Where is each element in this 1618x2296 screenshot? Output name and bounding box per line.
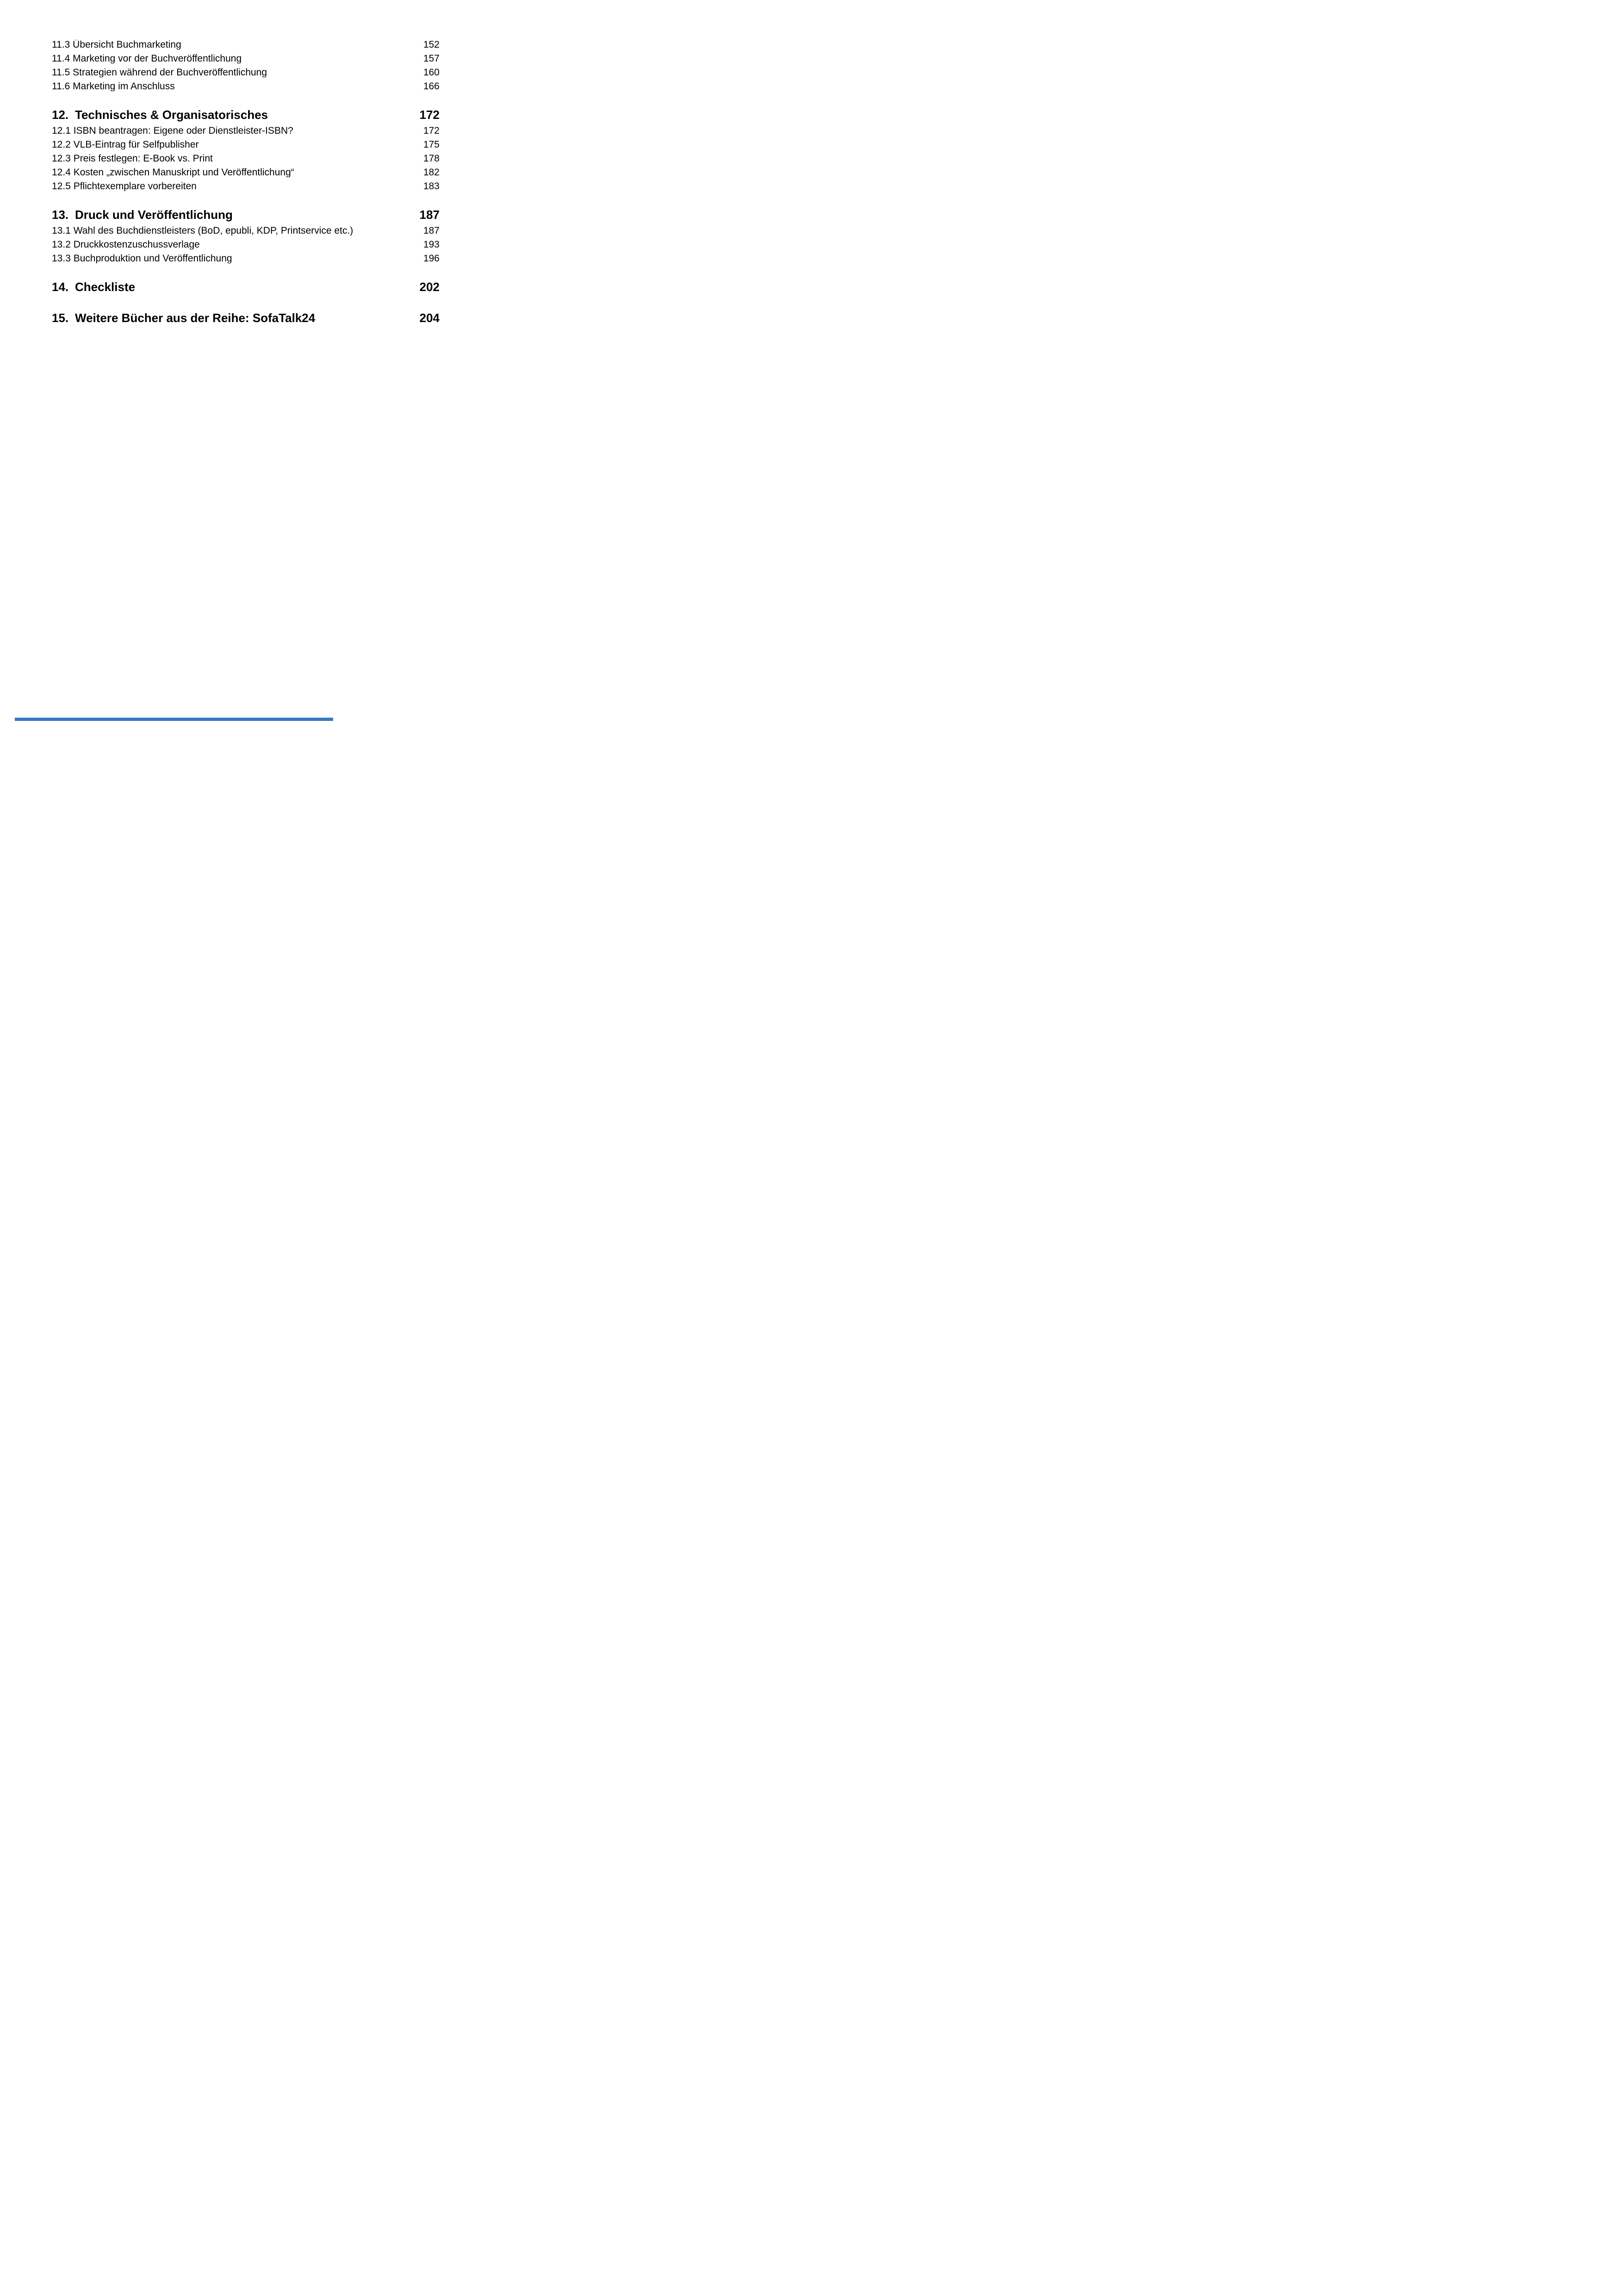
toc-entry — [52, 54, 440, 63]
toc-entry-page: 182 — [423, 167, 440, 178]
toc-entry-page: 196 — [423, 253, 440, 264]
toc-heading — [52, 280, 440, 294]
toc-entry-label: 11.6 Marketing im Anschluss — [52, 81, 175, 91]
toc-heading — [52, 108, 440, 122]
toc-entry — [52, 40, 440, 50]
toc-entry — [52, 126, 440, 136]
toc-entry-label: 11.5 Strategien während der Buchveröffentlichung — [52, 68, 267, 77]
toc-heading-label: Technisches & Organisatorisches — [75, 108, 268, 122]
toc-heading-number: 14. — [52, 280, 69, 294]
toc-entry-label: 11.4 Marketing vor der Buchveröffentlichung — [52, 54, 242, 63]
toc-entry — [52, 168, 440, 177]
toc-heading-page: 187 — [419, 208, 440, 222]
toc-heading-number: 15. — [52, 311, 69, 325]
toc-entry — [52, 140, 440, 149]
toc-entry-label: 11.3 Übersicht Buchmarketing — [52, 40, 181, 50]
toc-heading-page: 204 — [419, 311, 440, 325]
toc-heading-page: 202 — [419, 280, 440, 294]
toc-heading — [52, 208, 440, 222]
toc-heading-page: 172 — [419, 108, 440, 122]
document-page — [0, 0, 509, 722]
toc-entry-page: 193 — [423, 239, 440, 250]
toc-entry-label: 13.2 Druckkostenzuschussverlage — [52, 240, 200, 249]
toc-entry-label: 12.5 Pflichtexemplare vorbereiten — [52, 181, 197, 191]
toc-entry-label: 13.1 Wahl des Buchdienstleisters (BoD, epubli, KDP, Printservice etc.) — [52, 226, 353, 236]
toc-entry-page: 160 — [423, 67, 440, 78]
toc-entry-label: 12.2 VLB-Eintrag für Selfpublisher — [52, 140, 199, 149]
toc-entry-label: 12.3 Preis festlegen: E-Book vs. Print — [52, 154, 213, 163]
toc-entry — [52, 68, 440, 77]
toc-entry-page: 172 — [423, 125, 440, 136]
toc-entry — [52, 254, 440, 263]
toc-heading-label: Druck und Veröffentlichung — [75, 208, 233, 222]
toc-entry-page: 166 — [423, 81, 440, 92]
toc-heading-label: Weitere Bücher aus der Reihe: SofaTalk24 — [75, 311, 316, 325]
toc-entry-label: 13.3 Buchproduktion und Veröffentlichung — [52, 254, 232, 263]
toc-entry — [52, 226, 440, 236]
toc-entry — [52, 81, 440, 91]
toc-entry — [52, 181, 440, 191]
toc-entry-label: 12.1 ISBN beantragen: Eigene oder Dienstleister-ISBN? — [52, 126, 293, 136]
toc-entry-label: 12.4 Kosten „zwischen Manuskript und Veröffentlichung“ — [52, 168, 294, 177]
toc-heading-number: 13. — [52, 208, 69, 222]
toc-heading-label: Checkliste — [75, 280, 136, 294]
table-of-contents — [52, 40, 440, 329]
toc-entry-page: 178 — [423, 153, 440, 164]
toc-entry-page: 152 — [423, 39, 440, 50]
toc-heading — [52, 311, 440, 325]
toc-entry-page: 183 — [423, 181, 440, 192]
toc-entry — [52, 240, 440, 249]
toc-entry-page: 175 — [423, 139, 440, 150]
toc-entry-page: 187 — [423, 225, 440, 236]
toc-entry — [52, 154, 440, 163]
toc-heading-number: 12. — [52, 108, 69, 122]
bottom-bar — [15, 718, 333, 721]
toc-entry-page: 157 — [423, 53, 440, 64]
